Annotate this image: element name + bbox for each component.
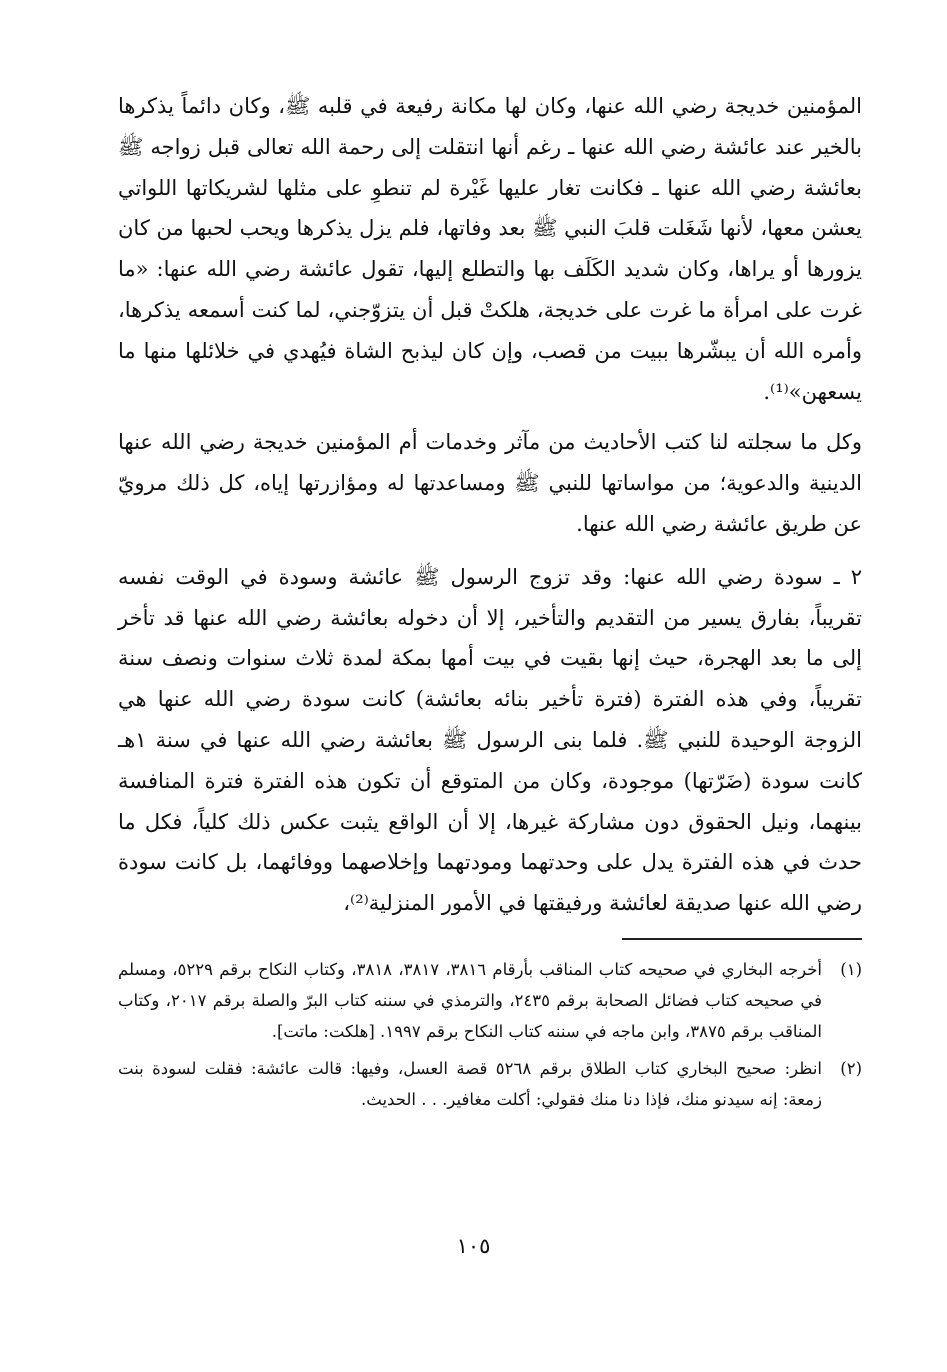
footnote-text: انظر: صحيح البخاري كتاب الطلاق برقم ٥٢٦٨ قصة العسل، وفيها: قالت عائشة: فقلت لسودة بنت زمعة: إنه سيدنو منك، فإذا دنا منك فقولي: أكلت مغافير. . . الحديث. [118, 1058, 822, 1109]
paragraph-hadith-records: وكل ما سجلته لنا كتب الأحاديث من مآثر وخدمات أم المؤمنين خديجة رضي الله عنها الدينية والدعوية؛ من مواساتها للنبي ﷺ ومساعدتها له ومؤازرتها إياه، كل ذلك مرويّ عن طريق عائشة رضي الله عنها. [118, 430, 862, 536]
footnote-1 [118, 954, 862, 1047]
paragraph-khadija: المؤمنين خديجة رضي الله عنها، وكان لها مكانة رفيعة في قلبه ﷺ، وكان دائماً يذكرها بالخير عند عائشة رضي الله عنها ـ رغم أنها انتقلت إلى رحمة الله تعالى قبل زواجه ﷺ بعائشة رضي الله عنها ـ فكانت تغار عليها غَيْرة لم تنطوِ على مثلها لشريكاتها اللواتي يعشن معها، لأنها شَغَلت قلبَ النبي ﷺ بعد وفاتها، فلم يزل يذكرها ويحب لحبها من كان يزورها أو يراها، وكان شديد الكَلَف بها والتطلع إليها، تقول عائشة رضي الله عنها: «ما غرت على امرأة ما غرت على خديجة، هلكتْ قبل أن يتزوّجني، لما كنت أسمعه يذكرها، وأمره الله أن يبشّرها ببيت من قصب، وإن كان ليذبح الشاة فيُهدي في خلائلها منها ما يسعهن»⁽¹⁾. [118, 94, 862, 404]
book-page [118, 86, 862, 1121]
footnote-number: (١) [840, 959, 862, 979]
page-number: ١٠٥ [456, 1234, 491, 1258]
footnote-text: أخرجه البخاري في صحيحه كتاب المناقب بأرقام ٣٨١٦، ٣٨١٧، ٣٨١٨، وكتاب النكاح برقم ٥٢٢٩، ومسلم في صحيحه كتاب فضائل الصحابة برقم ٢٤٣٥، والترمذي في سننه كتاب البرّ والصلة برقم ٢٠١٧، وكتاب المناقب برقم ٣٨٧٥، وابن ماجه في سننه كتاب النكاح برقم ١٩٩٧. [هلكت: ماتت]. [118, 959, 823, 1041]
footnote-separator [622, 938, 862, 940]
footnote-number: (٢) [840, 1058, 862, 1078]
footnote-2 [118, 1053, 862, 1115]
main-text [118, 86, 862, 924]
paragraph-sawda: ٢ ـ سودة رضي الله عنها: وقد تزوج الرسول ﷺ عائشة وسودة في الوقت نفسه تقريباً، بفارق يسير من التقديم والتأخير، إلا أن دخوله بعائشة رضي الله عنها قد تأخر إلى ما بعد الهجرة، حيث إنها بقيت في بيت أمها بمكة لمدة ثلاث سنوات ونصف سنة تقريباً، وفي هذه الفترة (فترة تأخير بنائه بعائشة) كانت سودة رضي الله عنها هي الزوجة الوحيدة للنبي ﷺ. فلما بنى الرسول ﷺ بعائشة رضي الله عنها في سنة ١هـ كانت سودة (ضَرّتها) موجودة، وكان من المتوقع أن تكون هذه الفترة فترة المنافسة بينهما، ونيل الحقوق دون مشاركة غيرها، إلا أن الواقع يثبت عكس ذلك كلياً، فكل ما حدث في هذه الفترة يدل على وحدتهما ومودتهما وإخلاصهما ووفائهما، بل كانت سودة رضي الله عنها صديقة لعائشة ورفيقتها في الأمور المنزلية⁽²⁾، [118, 564, 862, 916]
